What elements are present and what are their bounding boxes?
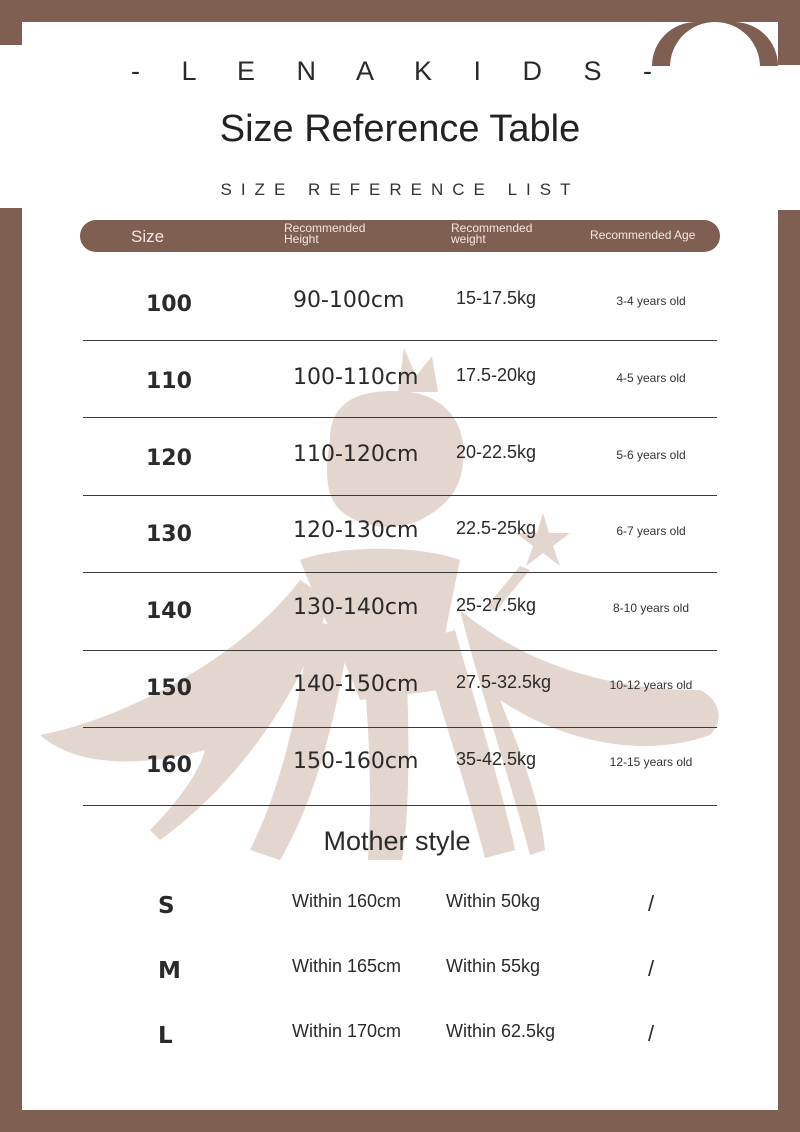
page-subtitle: SIZE REFERENCE LIST — [220, 180, 580, 199]
height-value: 130-140cm — [293, 595, 419, 620]
table-row — [0, 577, 800, 647]
mother-age: / — [648, 1021, 655, 1046]
height-value: 100-110cm — [293, 365, 419, 390]
age-value: 6-7 years old — [616, 524, 686, 538]
size-value: 140 — [146, 599, 192, 624]
table-row — [0, 347, 800, 417]
age-value: 12-15 years old — [609, 755, 693, 769]
row-divider — [83, 650, 717, 651]
mother-weight: Within 55kg — [446, 956, 541, 976]
height-value: 120-130cm — [293, 518, 419, 543]
header-size: Size — [131, 227, 165, 246]
mother-height: Within 160cm — [292, 891, 402, 911]
size-value: 120 — [146, 446, 192, 471]
header-weight-line2: weight — [451, 232, 486, 246]
weight-value: 35-42.5kg — [456, 749, 537, 769]
row-divider — [83, 805, 717, 806]
mother-size: L — [158, 1023, 173, 1049]
size-value: 110 — [146, 369, 192, 394]
row-divider — [83, 727, 717, 728]
weight-value: 25-27.5kg — [456, 595, 537, 615]
mother-age: / — [648, 891, 655, 916]
brand-name: - L E N A K I D S - — [130, 56, 670, 86]
row-divider — [83, 495, 717, 496]
age-value: 8-10 years old — [612, 601, 690, 615]
list-item — [0, 952, 800, 1002]
weight-value: 20-22.5kg — [456, 442, 537, 462]
height-value: 150-160cm — [293, 749, 419, 774]
list-item — [0, 887, 800, 937]
header-height — [284, 223, 394, 245]
header-height-line1: Recommended — [284, 221, 366, 235]
table-row — [0, 424, 800, 494]
size-value: 100 — [146, 292, 192, 317]
list-item — [0, 1017, 800, 1067]
height-value: 90-100cm — [293, 288, 405, 313]
weight-value: 22.5-25kg — [456, 518, 537, 538]
mother-height: Within 165cm — [292, 956, 402, 976]
age-value: 3-4 years old — [616, 294, 686, 308]
height-value: 110-120cm — [293, 442, 419, 467]
mother-style-title: Mother style — [323, 826, 471, 856]
size-value: 130 — [146, 522, 192, 547]
weight-value: 27.5-32.5kg — [456, 672, 552, 692]
mother-weight: Within 50kg — [446, 891, 541, 911]
table-row — [0, 500, 800, 570]
size-value: 150 — [146, 676, 192, 701]
weight-value: 17.5-20kg — [456, 365, 537, 385]
mother-height: Within 170cm — [292, 1021, 402, 1041]
table-row — [0, 731, 800, 801]
weight-value: 15-17.5kg — [456, 288, 537, 308]
table-row — [0, 654, 800, 724]
header-weight — [451, 223, 561, 245]
mother-size: M — [158, 958, 181, 984]
header-height-line2: Height — [284, 232, 319, 246]
mother-size: S — [158, 893, 175, 919]
age-value: 4-5 years old — [616, 371, 686, 385]
header-age: Recommended Age — [590, 228, 696, 242]
height-value: 140-150cm — [293, 672, 419, 697]
table-header — [80, 220, 720, 252]
row-divider — [83, 417, 717, 418]
header-weight-line1: Recommended — [451, 221, 533, 235]
age-value: 5-6 years old — [616, 448, 686, 462]
mother-weight: Within 62.5kg — [446, 1021, 556, 1041]
page-title: Size Reference Table — [219, 108, 581, 150]
age-value: 10-12 years old — [609, 678, 693, 692]
size-value: 160 — [146, 753, 192, 778]
mother-age: / — [648, 956, 655, 981]
row-divider — [83, 340, 717, 341]
row-divider — [83, 572, 717, 573]
table-row — [0, 270, 800, 340]
